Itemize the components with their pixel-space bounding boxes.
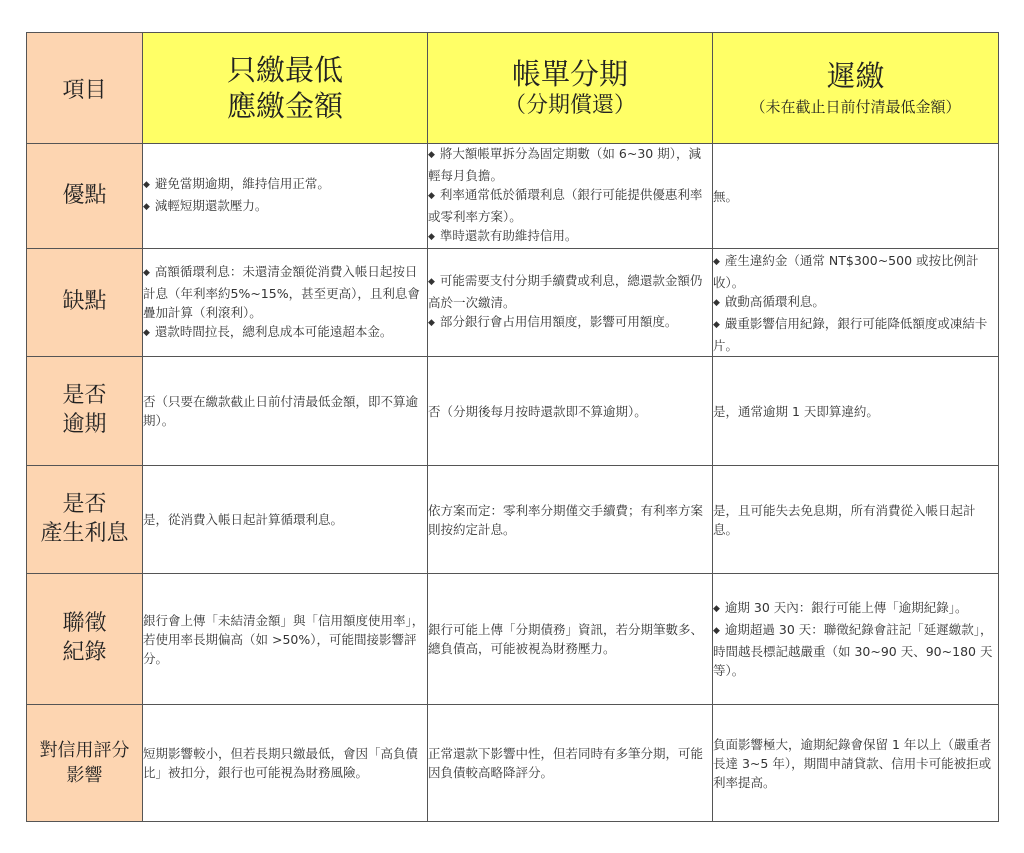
row-label-line2: 產生利息 xyxy=(40,520,129,546)
header-installment xyxy=(428,33,713,144)
table-cell xyxy=(143,249,428,357)
row-label xyxy=(27,144,143,249)
row-label-text: 優點 xyxy=(62,182,107,208)
header-title-line2: 應繳金額 xyxy=(226,89,343,123)
cell-text: 銀行可能上傳「分期債務」資訊，若分期筆數多、總負債高，可能被視為財務壓力。 xyxy=(428,622,704,656)
row-label-line2: 影響 xyxy=(66,765,103,786)
cell-text: 否（只要在繳款截止日前付清最低金額，即不算逾期）。 xyxy=(143,394,419,428)
header-title-line1: 遲繳 xyxy=(826,59,885,94)
header-min-payment xyxy=(143,33,428,144)
table-row-credit-record xyxy=(27,574,999,705)
row-label xyxy=(27,574,143,705)
bullet-item: ◆ 部分銀行會占用信用額度，影響可用額度。 xyxy=(428,312,712,334)
cell-text: 無。 xyxy=(713,188,739,204)
bullet-item: ◆ 啟動高循環利息。 xyxy=(713,292,998,314)
table-cell xyxy=(428,249,713,357)
table-cell xyxy=(713,249,999,357)
bullet-item: ◆ 還款時間拉長，總利息成本可能遠超本金。 xyxy=(143,322,427,344)
cell-text: 是，通常逾期 1 天即算違約。 xyxy=(713,403,879,419)
row-label-line1: 是否 xyxy=(62,491,107,517)
bullet-item: ◆ 產生違約金（通常 NT$300~500 或按比例計收）。 xyxy=(713,251,998,292)
row-label-line2: 逾期 xyxy=(62,412,107,437)
bullet-item: ◆ 將大額帳單拆分為固定期數（如 6~30 期），減輕每月負擔。 xyxy=(428,144,712,185)
row-label xyxy=(27,466,143,574)
table-row-cons xyxy=(27,249,999,357)
table-cell xyxy=(143,466,428,574)
table-row-overdue xyxy=(27,357,999,466)
table-cell xyxy=(143,357,428,466)
table-cell xyxy=(428,466,713,574)
bullet-item: ◆ 嚴重影響信用紀錄，銀行可能降低額度或凍結卡片。 xyxy=(713,314,998,355)
bullet-item: ◆ 逾期超過 30 天：聯徵紀錄會註記「延遲繳款」，時間越長標記越嚴重（如 30~90 天、90~180 天等）。 xyxy=(713,620,998,680)
bullet-item: ◆ 高額循環利息：未還清金額從消費入帳日起按日計息（年利率約5%~15%，甚至更高），且利息會疊加計算（利滾利）。 xyxy=(143,262,427,322)
table-row-credit-score xyxy=(27,705,999,822)
header-title-line1: 帳單分期 xyxy=(511,56,628,91)
row-label-line1: 聯徵 xyxy=(62,611,107,637)
table-row-pros xyxy=(27,144,999,249)
table-cell xyxy=(713,705,999,822)
table-cell xyxy=(713,466,999,574)
cell-text: 短期影響較小，但若長期只繳最低，會因「高負債比」被扣分，銀行也可能視為財務風險。 xyxy=(143,746,419,780)
table-header-row xyxy=(27,33,999,144)
table-cell xyxy=(143,144,428,249)
comparison-table xyxy=(26,32,999,822)
bullet-item: ◆ 逾期 30 天內：銀行可能上傳「逾期紀錄」。 xyxy=(713,598,998,620)
row-label-line2: 紀錄 xyxy=(62,640,107,665)
header-title-line1: 只繳最低 xyxy=(226,52,343,87)
row-label xyxy=(27,705,143,822)
table-cell xyxy=(428,144,713,249)
header-item-label: 項目 xyxy=(27,33,143,144)
cell-text: 正常還款下影響中性，但若同時有多筆分期，可能因負債較高略降評分。 xyxy=(428,746,704,780)
bullet-item: ◆ 可能需要支付分期手續費或利息，總還款金額仍高於一次繳清。 xyxy=(428,271,712,312)
header-subtitle: （分期償還） xyxy=(503,92,636,118)
row-label-line1: 對信用評分 xyxy=(39,739,130,761)
table-cell xyxy=(428,357,713,466)
cell-text: 是，且可能失去免息期，所有消費從入帳日起計息。 xyxy=(713,502,976,537)
table-cell xyxy=(713,574,999,705)
row-label-text: 缺點 xyxy=(62,289,107,315)
table-cell xyxy=(428,705,713,822)
bullet-item: ◆ 利率通常低於循環利息（銀行可能提供優惠利率或零利率方案）。 xyxy=(428,185,712,226)
cell-text: 負面影響極大，逾期紀錄會保留 1 年以上（嚴重者長達 3~5 年），期間申請貸款、信用卡可能被拒或利率提高。 xyxy=(713,736,992,790)
table-cell xyxy=(428,574,713,705)
table-cell xyxy=(143,705,428,822)
cell-text: 是，從消費入帳日起計算循環利息。 xyxy=(143,512,344,527)
row-label xyxy=(27,249,143,357)
header-late-payment xyxy=(713,33,999,144)
row-label-line1: 是否 xyxy=(62,383,107,409)
bullet-item: ◆ 減輕短期還款壓力。 xyxy=(143,196,427,218)
header-subtitle: （未在截止日前付清最低金額） xyxy=(750,98,961,117)
table-cell xyxy=(143,574,428,705)
table-cell xyxy=(713,357,999,466)
row-label xyxy=(27,357,143,466)
cell-text: 否（分期後每月按時還款即不算逾期）。 xyxy=(428,403,647,419)
table-row-interest xyxy=(27,466,999,574)
cell-text: 依方案而定：零利率分期僅交手續費；有利率方案則按約定計息。 xyxy=(428,502,704,537)
bullet-item: ◆ 避免當期逾期，維持信用正常。 xyxy=(143,174,427,196)
table-cell xyxy=(713,144,999,249)
bullet-item: ◆ 準時還款有助維持信用。 xyxy=(428,226,712,248)
cell-text: 銀行會上傳「未結清金額」與「信用額度使用率」，若使用率長期偏高（如 >50%），可能間接影響評分。 xyxy=(143,612,425,666)
